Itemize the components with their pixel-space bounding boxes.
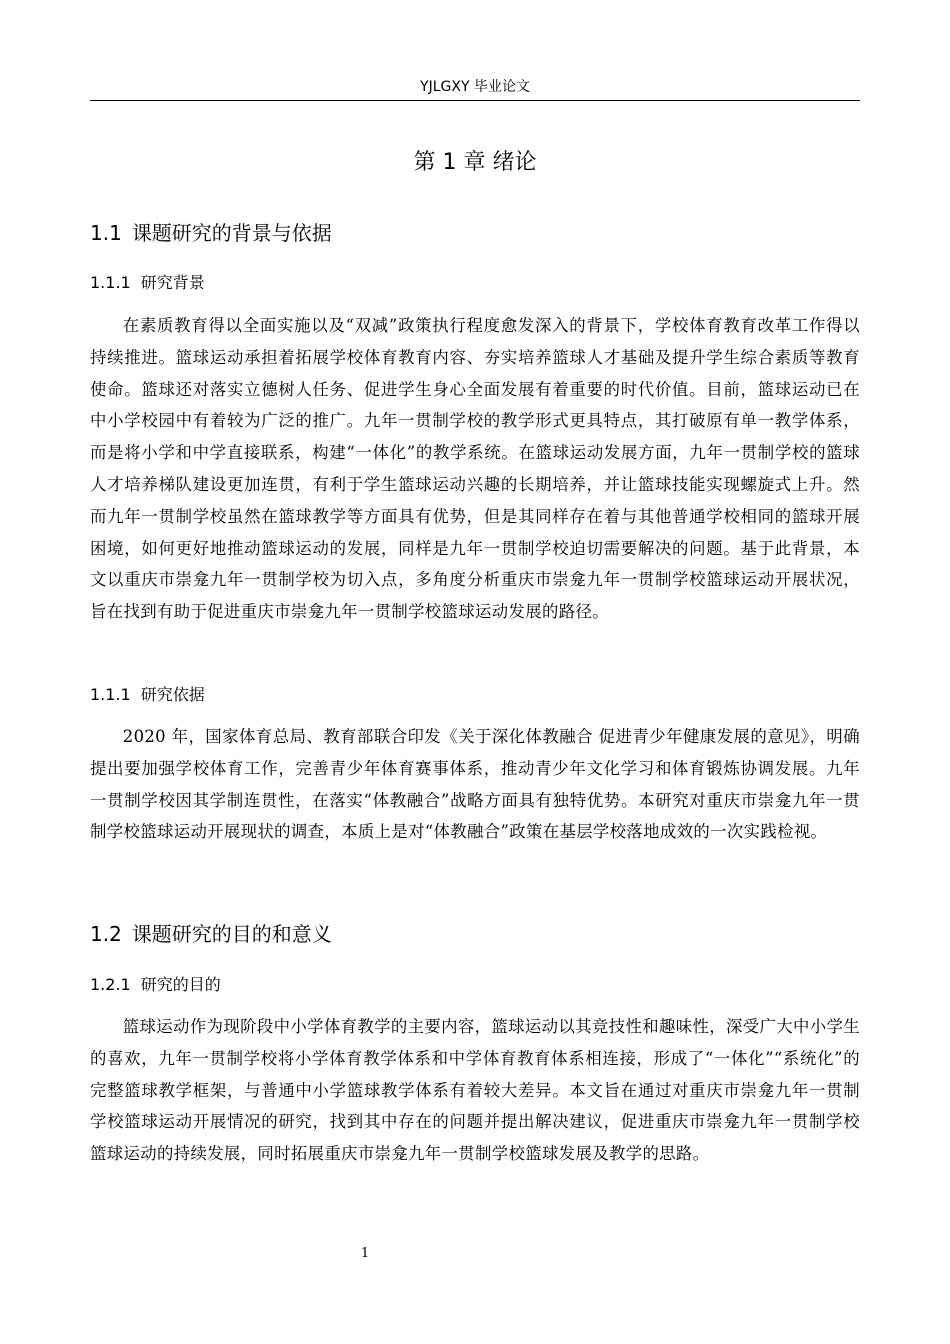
subsection-title: 研究背景	[140, 273, 205, 292]
subsection-title: 研究依据	[140, 685, 205, 704]
section-heading-1-1	[90, 219, 860, 247]
running-header: YJLGXY 毕业论文	[420, 79, 530, 95]
page-number: 1	[360, 1246, 370, 1261]
subsection-number: 1.1.1	[90, 273, 131, 292]
subsection-number: 1.1.1	[90, 685, 131, 704]
subsection-title: 研究的目的	[140, 975, 221, 994]
subsection-number: 1.2.1	[90, 975, 131, 994]
section-title: 课题研究的目的和意义	[131, 922, 332, 946]
section-number: 1.1	[90, 221, 122, 245]
section-heading-1-2	[90, 920, 860, 948]
paragraph-basis: 2020 年，国家体育总局、教育部联合印发《关于深化体教融合 促进青少年健康发展的意见》，明确提出要加强学校体育工作，完善青少年体育赛事体系，推动青少年文化学习和体育锻炼协调发展。九年一贯制学校因其学制连贯性，在落实“体教融合”战略方面具有独特优势。本研究对重庆市崇龛九年一贯制学校篮球运动开展现状的调查，本质上是对“体教融合”政策在基层学校落地成效的一次实践检视。	[90, 727, 860, 842]
subsection-heading-purpose	[90, 974, 860, 996]
subsection-heading-basis	[90, 684, 860, 706]
subsection-heading-background	[90, 272, 860, 294]
chapter-title: 第 1 章 绪论	[413, 150, 537, 175]
paragraph-purpose: 篮球运动作为现阶段中小学体育教学的主要内容，篮球运动以其竞技性和趣味性，深受广大中小学生的喜欢，九年一贯制学校将小学体育教学体系和中学体育教育体系相连接，形成了“一体化”“系统化”的完整篮球教学框架，与普通中小学篮球教学体系有着较大差异。本文旨在通过对重庆市崇龛九年一贯制学校篮球运动开展情况的研究，找到其中存在的问题并提出解决建议，促进重庆市崇龛九年一贯制学校篮球运动的持续发展，同时拓展重庆市崇龛九年一贯制学校篮球发展及教学的思路。	[90, 1017, 860, 1164]
section-title: 课题研究的背景与依据	[131, 221, 332, 245]
header-divider	[90, 100, 860, 101]
section-number: 1.2	[90, 922, 122, 946]
paragraph-background: 在素质教育得以全面实施以及“双减”政策执行程度愈发深入的背景下，学校体育教育改革工作得以持续推进。篮球运动承担着拓展学校体育教育内容、夯实培养篮球人才基础及提升学生综合素质等教育使命。篮球还对落实立德树人任务、促进学生身心全面发展有着重要的时代价值。目前，篮球运动已在中小学校园中有着较为广泛的推广。九年一贯制学校的教学形式更具特点，其打破原有单一教学体系，而是将小学和中学直接联系，构建“一体化”的教学系统。在篮球运动发展方面，九年一贯制学校的篮球人才培养梯队建设更加连贯，有利于学生篮球运动兴趣的长期培养，并让篮球技能实现螺旋式上升。然而九年一贯制学校虽然在篮球教学等方面具有优势，但是其同样存在着与其他普通学校相同的篮球开展困境，如何更好地推动篮球运动的发展，同样是九年一贯制学校迫切需要解决的问题。基于此背景，本文以重庆市崇龛九年一贯制学校为切入点，多角度分析重庆市崇龛九年一贯制学校篮球运动开展状况，旨在找到有助于促进重庆市崇龛九年一贯制学校篮球运动发展的路径。	[90, 316, 860, 622]
